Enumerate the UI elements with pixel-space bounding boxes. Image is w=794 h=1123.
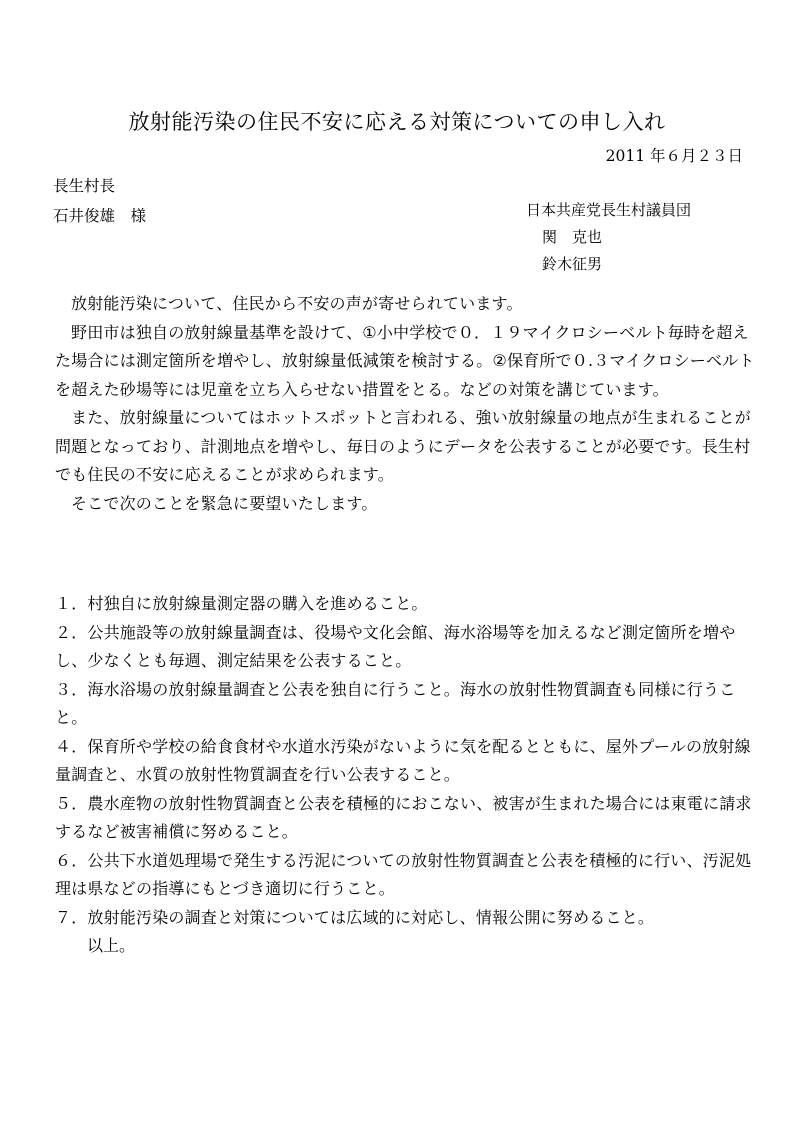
sender-member-2: 鈴木征男 [542, 255, 603, 273]
sender-member-1: 関 克也 [542, 228, 603, 246]
list-item-text: 農水産物の放射性物質調査と公表を積極的におこない、被害が生まれた場合には東電に請求するなど被害補償に努めること。 [55, 793, 752, 841]
list-item [55, 733, 755, 790]
recipient-title: 長生村長 [53, 177, 116, 195]
list-item-text: 村独自に放射線量測定器の購入を進めること。 [87, 594, 428, 613]
list-item [55, 904, 755, 933]
list-item-text: 公共下水道処理場で発生する汚泥についての放射性物質調査と公表を積極的に行い、汚泥処理は県などの指導にもとづき適切に行うこと。 [55, 850, 752, 898]
list-item [55, 676, 755, 733]
list-item-number: ４． [55, 736, 88, 756]
list-item-text: 公共施設等の放射線量調査は、役場や文化会館、海水浴場等を加えるなど測定箇所を増やし、少なくとも毎週、測定結果を公表すること。 [55, 622, 736, 670]
list-item-number: ２． [55, 622, 88, 642]
list-item-number: ６． [55, 850, 88, 870]
document-title: 放射能汚染の住民不安に応える対策についての申し入れ [128, 110, 666, 134]
closing-text: 以上。 [87, 936, 136, 955]
list-item-number: ５． [55, 793, 88, 813]
request-list [55, 590, 755, 961]
body-paragraph-4: そこで次のことを緊急に要望いたします。 [71, 493, 378, 513]
list-item-text: 放射能汚染の調査と対策については広域的に対応し、情報公開に努めること。 [87, 907, 655, 927]
list-item-number: ７． [55, 907, 88, 927]
body-paragraphs [55, 290, 755, 518]
list-item-text: 海水浴場の放射線量調査と公表を独自に行うこと。海水の放射性物質調査も同様に行うこと。 [55, 679, 736, 727]
recipient-name: 石井俊雄 様 [53, 207, 147, 225]
list-item [55, 619, 755, 676]
list-item-number: １． [55, 594, 88, 613]
list-item-number: ３． [55, 679, 88, 699]
document-date: 2011 年６月２３日 [605, 147, 743, 165]
body-paragraph-3: また、放射線量についてはホットスポットと言われる、強い放射線量の地点が生まれることが問題となっており、計測地点を増やし、毎日のようにデータを公表することが必要です。長生村でも住民の不安に応えることが求められます。 [55, 408, 751, 484]
body-paragraph-1: 放射能汚染について、住民から不安の声が寄せられています。 [71, 294, 523, 313]
list-item [55, 790, 755, 847]
list-item [55, 847, 755, 904]
list-item-text: 保育所や学校の給食食材や水道水汚染がないように気を配るとともに、屋外プールの放射線量調査と、水質の放射性物質調査を行い公表すること。 [55, 736, 751, 784]
sender-organization: 日本共産党長生村議員団 [526, 201, 692, 219]
body-paragraph-2: 野田市は独自の放射線量基準を設けて、①小中学校で０．１９マイクロシーベルト毎時を超えた場合には測定箇所を増やし、放射線量低減策を検討する。②保育所で０.３マイクロシーベルトを超えた砂場等には児童を立ち入らせない措置をとる。などの対策を講じています。 [55, 322, 755, 399]
list-item [55, 590, 755, 619]
